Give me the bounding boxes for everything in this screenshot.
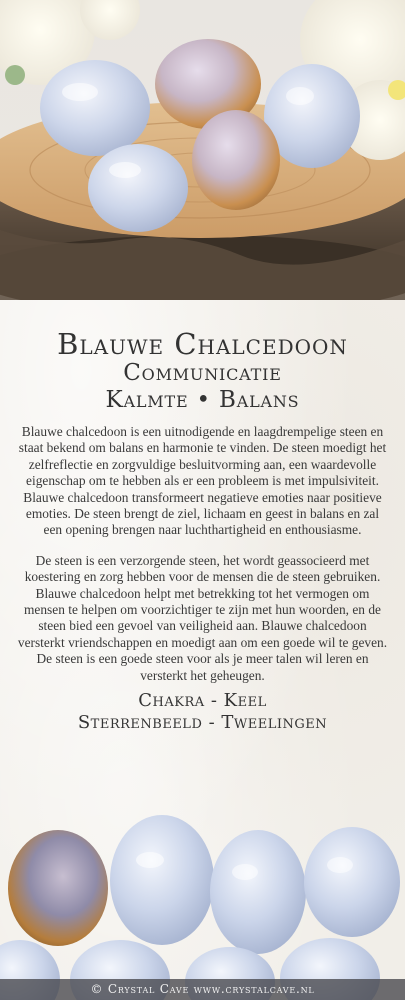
bottom-photo bbox=[0, 810, 405, 1000]
description-paragraph-2: De steen is een verzorgende steen, het wordt geassocieerd met koestering en zorg hebben voor de mensen die de steen gebruiken. Blauwe chalcedoon helpt met betrekking tot het vermogen om mensen te helpen om voorzichtiger te zijn met hun woorden, en de steen bied een gevoel van veiligheid aan. Blauwe chalcedoon versterkt vriendschappen en moedigt aan om een goede wil te geven. De steen is een goede steen voor als je meer talen wil leren en versterkt het geheugen. bbox=[17, 552, 388, 683]
info-card bbox=[0, 328, 405, 734]
subtitle-communication: Communicatie bbox=[123, 360, 282, 386]
footer-bar: © Crystal Cave www.crystalcave.nl bbox=[0, 979, 405, 1000]
stone-title: Blauwe Chalcedoon bbox=[57, 327, 348, 361]
top-photo bbox=[0, 0, 405, 325]
stones-on-wood-illustration bbox=[0, 0, 405, 325]
subtitle-properties: Kalmte • Balans bbox=[105, 387, 300, 413]
zodiac-line: Sterrenbeeld - Tweelingen bbox=[77, 712, 328, 734]
chakra-line: Chakra - Keel bbox=[138, 690, 267, 712]
description-paragraph-1: Blauwe chalcedoon is een uitnodigende en laagdrempelige steen en staat bekend om balans en harmonie te vinden. De steen moedigt het zelfreflectie en zorgvuldige besluitvorming aan, een waardevolle eigenschap om te hebben als er een probleem is met impulsiviteit. Blauwe chalcedoon transformeert negatieve emoties naar positieve emoties. De steen brengt de ziel, lichaam en geest in balans en zal een opening brengen naar luchthartigheid en enthousiasme. bbox=[18, 424, 387, 538]
stones-on-fur-illustration bbox=[0, 810, 405, 1000]
